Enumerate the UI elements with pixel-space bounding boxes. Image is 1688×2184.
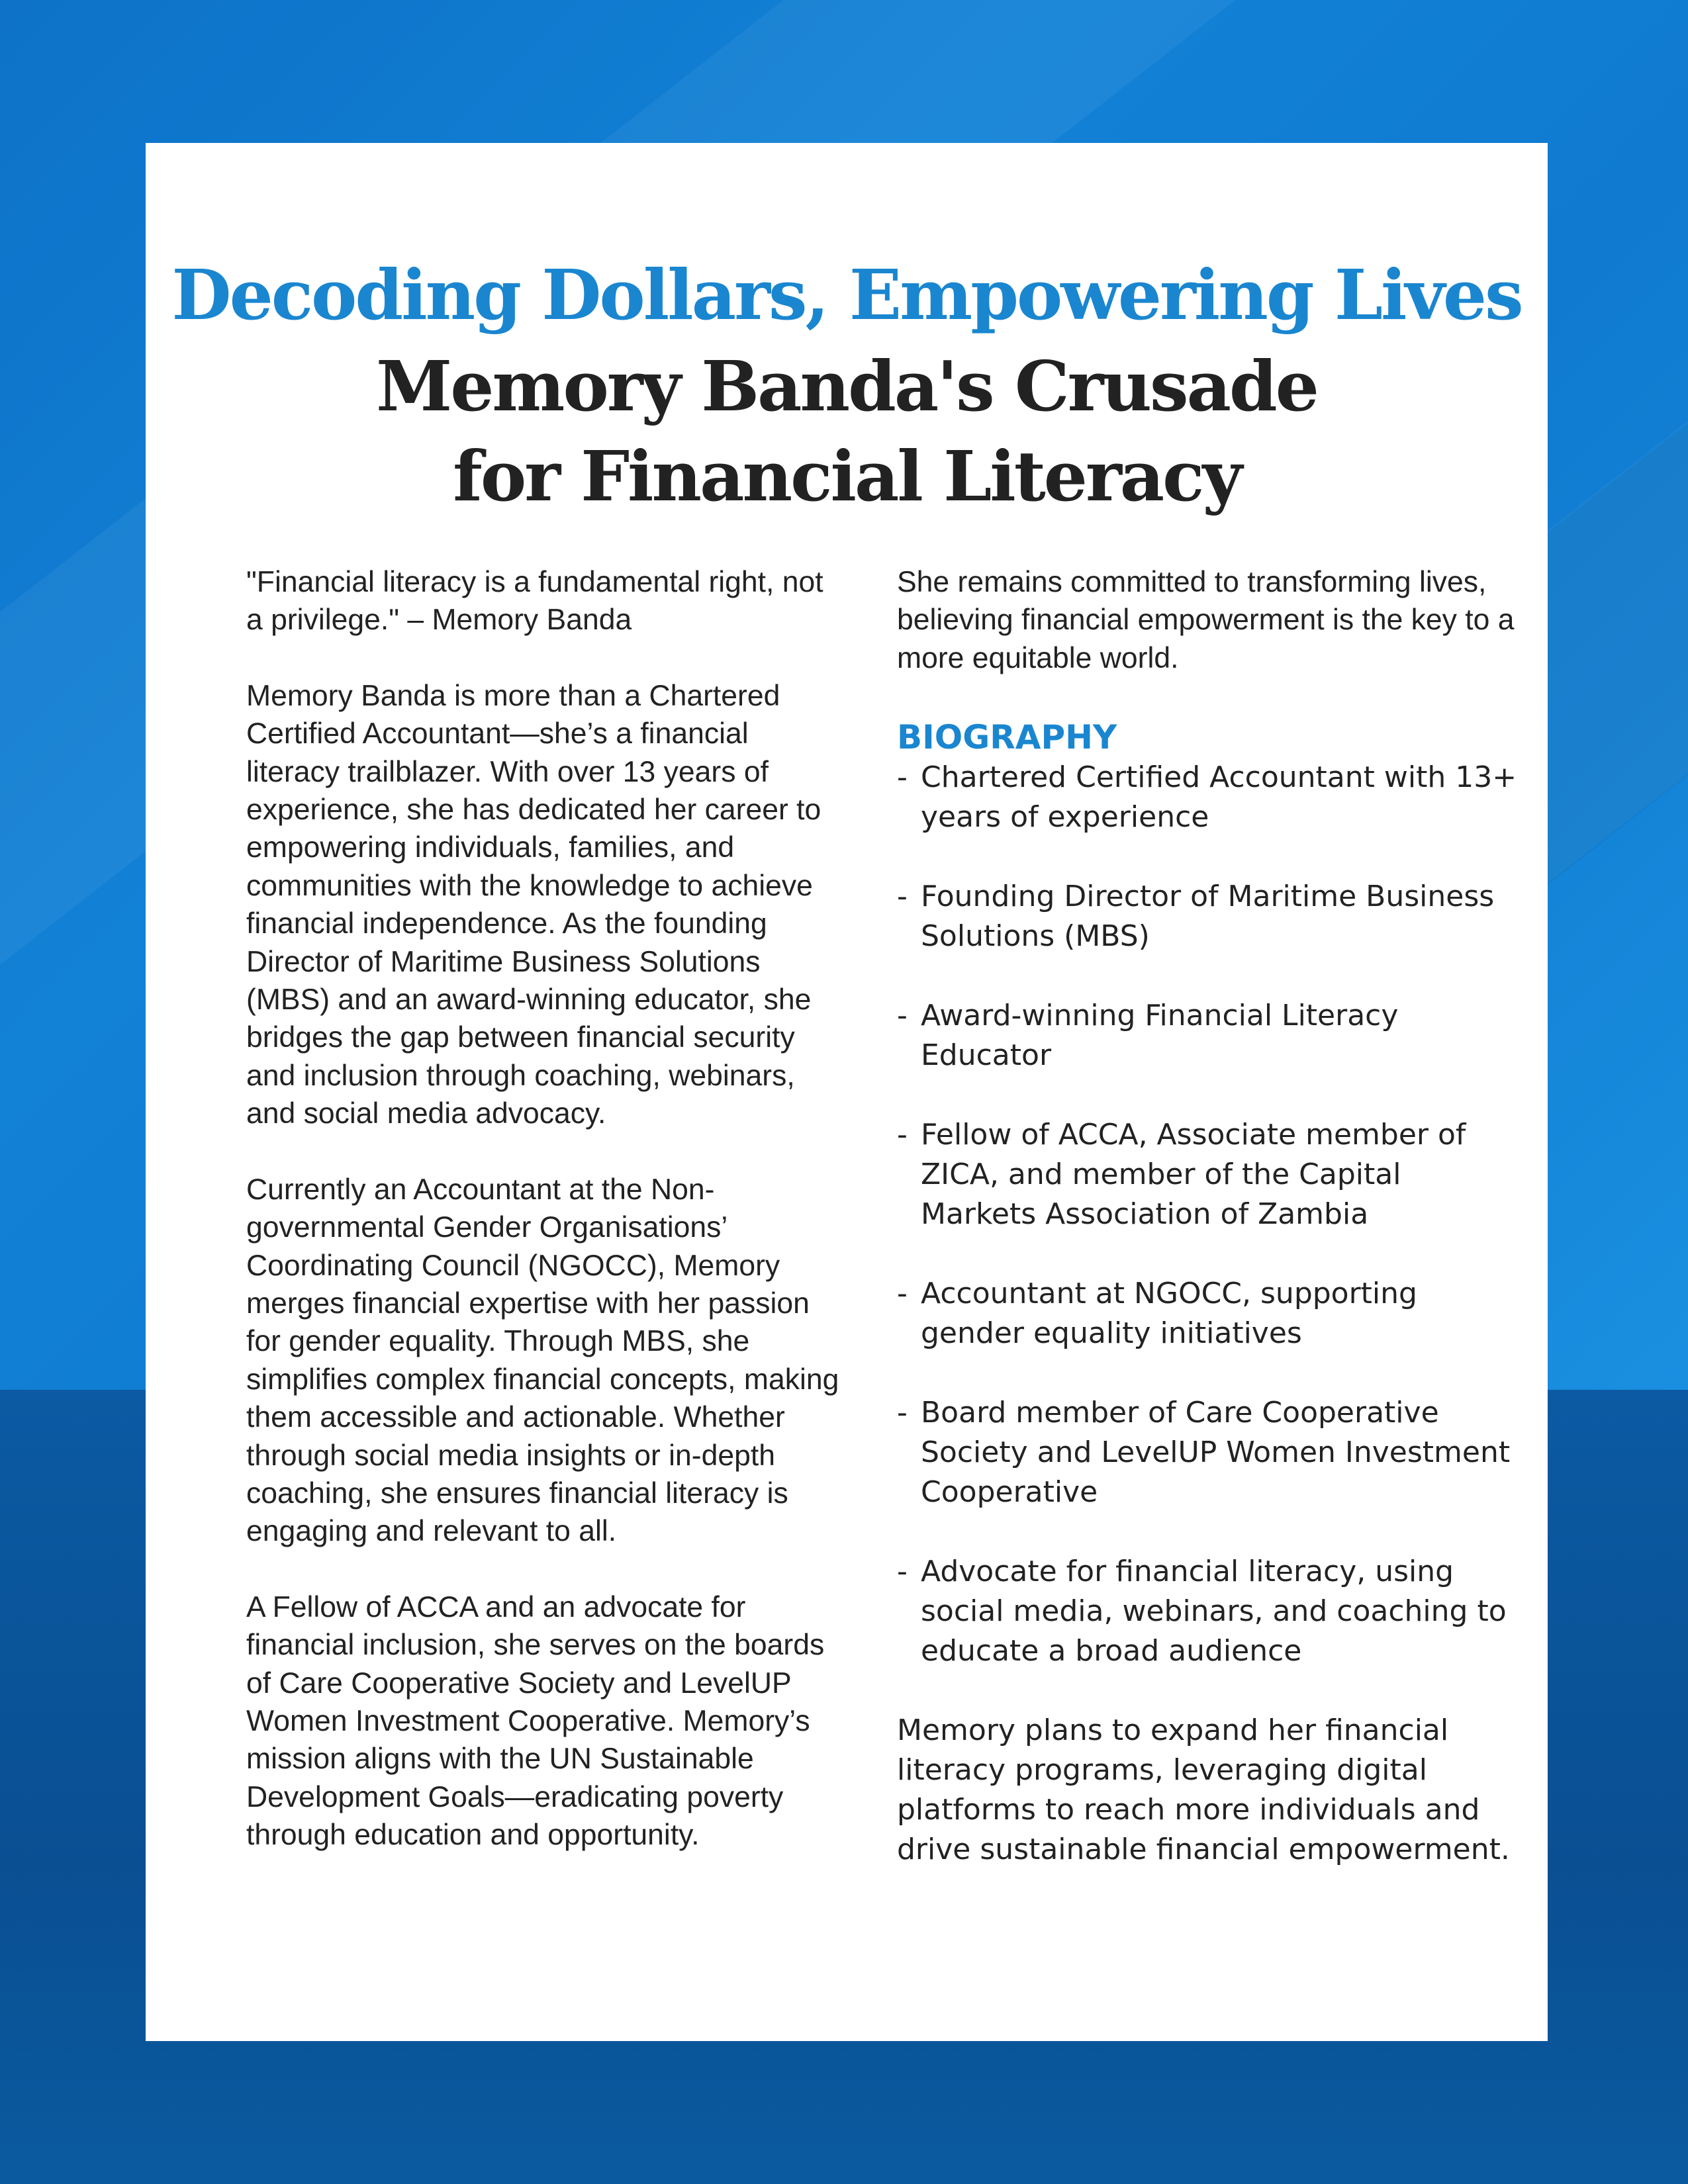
biography-item-text: Award-winning Financial Literacy Educator (921, 999, 1399, 1073)
subheadline-line-1: Memory Banda's Crusade (376, 345, 1317, 427)
bullet-dash: - (897, 880, 908, 914)
biography-heading: BIOGRAPHY (897, 718, 1117, 757)
left-column (246, 563, 842, 1892)
biography-item (897, 996, 1519, 1075)
intro-paragraph: Memory Banda is more than a Chartered Certified Accountant—she’s a financial literacy trailblazer. With over 13 years of experience, she has dedicated her career to empowering individuals, families, and communities with the knowledge to achieve financial independence. As the founding Director of Maritime Business Solutions (MBS) and an award-winning educator, she bridges the gap between financial security and inclusion through coaching, webinars, and social media advocacy. (246, 679, 821, 1130)
subheadline-line-2: for Financial Literacy (453, 435, 1241, 517)
mission-paragraph: A Fellow of ACCA and an advocate for financial inclusion, she serves on the boards of Care Cooperative Society and LevelUP Women Investment Cooperative. Memory’s mission aligns with the UN Sustainable Development Goals—eradicating poverty through education and opportunity. (246, 1590, 825, 1852)
subheadline (146, 341, 1548, 522)
biography-item (897, 1115, 1519, 1234)
bullet-dash: - (897, 1396, 908, 1430)
commitment-paragraph: She remains committed to transforming lives, believing financial empowerment is the key to a more equitable world. (897, 566, 1515, 674)
biography-item (897, 1393, 1519, 1512)
biography-item-text: Advocate for financial literacy, using social media, webinars, and coaching to educate a broad audience (921, 1555, 1507, 1668)
biography-item (897, 1552, 1519, 1671)
biography-item (897, 1274, 1519, 1353)
bullet-dash: - (897, 1555, 908, 1589)
bullet-dash: - (897, 760, 908, 795)
quote-paragraph: "Financial literacy is a fundamental right, not a privilege." – Memory Banda (246, 566, 823, 637)
biography-item-text: Accountant at NGOCC, supporting gender equality initiatives (921, 1277, 1417, 1351)
biography-list (897, 758, 1519, 1671)
bullet-dash: - (897, 999, 908, 1033)
biography-item (897, 877, 1519, 956)
biography-item-text: Fellow of ACCA, Associate member of ZICA, and member of the Capital Markets Association of Zambia (921, 1118, 1466, 1232)
headline: Decoding Dollars, Empowering Lives (171, 254, 1522, 336)
right-column (897, 563, 1519, 1907)
biography-item-text: Founding Director of Maritime Business Solutions (MBS) (921, 880, 1495, 954)
career-paragraph: Currently an Accountant at the Non-governmental Gender Organisations’ Coordinating Council (NGOCC), Memory merges financial expertise with her passion for gender equality. Through MBS, she simplifies complex financial concepts, making them accessible and actionable. Whether through social media insights or in-depth coaching, she ensures financial literacy is engaging and relevant to all. (246, 1173, 839, 1548)
closing-paragraph: Memory plans to expand her financial literacy programs, leveraging digital platforms to reach more individuals and drive sustainable financial empowerment. (897, 1713, 1510, 1867)
article-card (146, 143, 1548, 2041)
biography-item-text: Chartered Certified Accountant with 13+ years of experience (921, 760, 1517, 835)
bullet-dash: - (897, 1277, 908, 1311)
biography-item (897, 758, 1519, 837)
bullet-dash: - (897, 1118, 908, 1152)
biography-item-text: Board member of Care Cooperative Society and LevelUP Women Investment Cooperative (921, 1396, 1511, 1510)
